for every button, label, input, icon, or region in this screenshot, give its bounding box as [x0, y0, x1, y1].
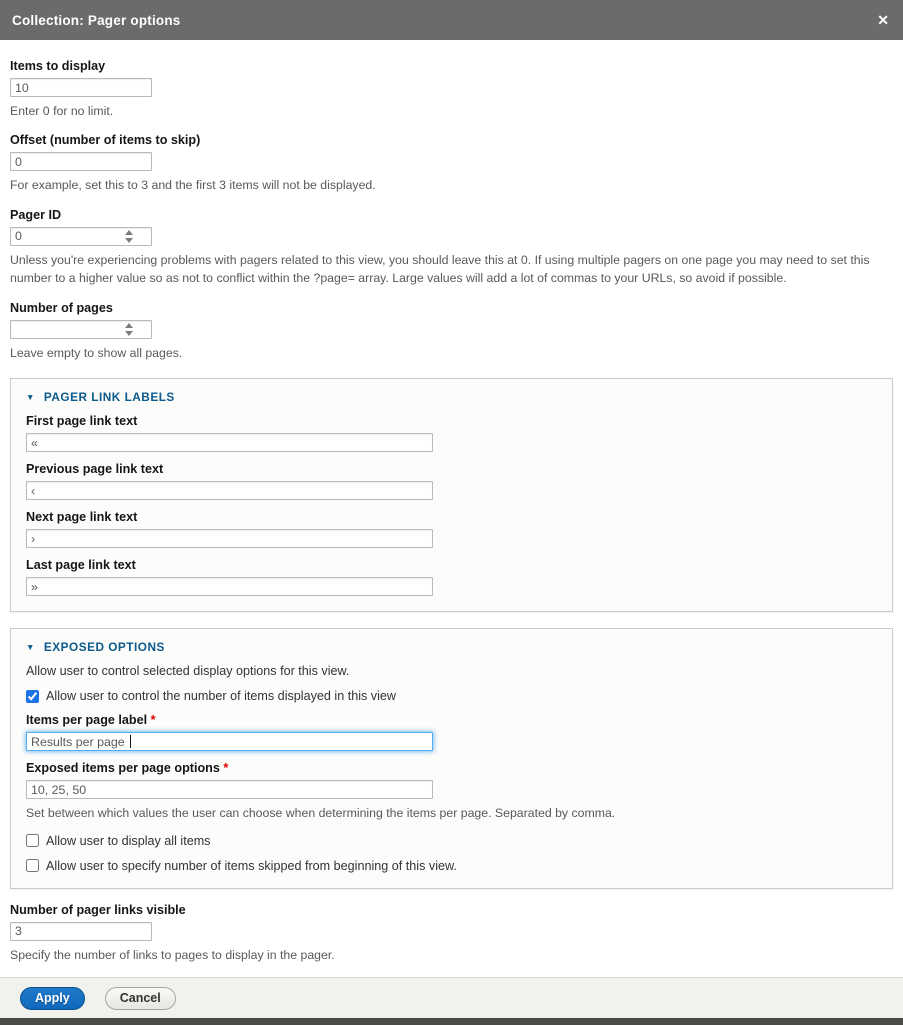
- number-spinner-icon[interactable]: [124, 230, 134, 243]
- previous-page-link-input[interactable]: [26, 481, 433, 500]
- pager-link-labels-legend-text: PAGER LINK LABELS: [43, 390, 175, 405]
- skip-items-checkbox[interactable]: [26, 859, 39, 872]
- items-to-display-input[interactable]: [10, 78, 152, 97]
- items-per-page-label-label: Items per page label *: [26, 713, 156, 728]
- required-marker: *: [223, 761, 229, 776]
- items-to-display-help: Enter 0 for no limit.: [10, 104, 114, 118]
- display-all-checkbox[interactable]: [26, 834, 39, 847]
- control-items-checkbox-row: [26, 689, 877, 703]
- display-all-checkbox-label[interactable]: Allow user to display all items: [46, 833, 211, 848]
- exposed-options-intro: Allow user to control selected display options for this view.: [26, 664, 350, 679]
- exposed-items-options-input[interactable]: [26, 780, 433, 799]
- previous-page-link-label: Previous page link text: [26, 462, 164, 477]
- items-to-display-label: Items to display: [10, 59, 106, 73]
- pager-id-help: Unless you're experiencing problems with pagers related to this view, you should leave this at 0. If using multiple pagers on one page you may need to set this number to a higher value so as not to conflict within the ?page= array. Large values will add a lot of commas to your URLs, so avoid if possible.: [10, 252, 870, 286]
- pager-links-visible-label: Number of pager links visible: [10, 902, 186, 917]
- next-page-link-input[interactable]: [26, 529, 433, 548]
- items-per-page-label-input[interactable]: [26, 732, 433, 751]
- number-of-pages-label: Number of pages: [10, 300, 113, 315]
- last-page-link-field: [26, 558, 877, 596]
- items-to-display-field: [10, 59, 893, 120]
- dialog-footer: [0, 977, 903, 1018]
- exposed-items-options-field: [26, 761, 877, 822]
- number-of-pages-help: Leave empty to show all pages.: [10, 345, 183, 360]
- last-page-link-input[interactable]: [26, 577, 433, 596]
- exposed-options-fieldset: [10, 628, 893, 888]
- display-all-checkbox-row: [26, 834, 877, 848]
- items-per-page-label-field: [26, 713, 877, 751]
- last-page-link-label: Last page link text: [26, 558, 136, 573]
- offset-input[interactable]: [10, 152, 152, 171]
- pager-link-labels-legend[interactable]: [26, 390, 877, 404]
- pager-link-labels-fieldset: [10, 378, 893, 612]
- dialog-title: Collection: Pager options: [12, 12, 181, 28]
- dialog-content: [0, 40, 903, 977]
- number-of-pages-field: [10, 301, 893, 362]
- offset-field: [10, 133, 893, 194]
- first-page-link-field: [26, 414, 877, 452]
- exposed-options-legend-text: EXPOSED OPTIONS: [43, 640, 165, 655]
- offset-help: For example, set this to 3 and the first 3 items will not be displayed.: [10, 178, 376, 193]
- skip-items-checkbox-label[interactable]: Allow user to specify number of items skipped from beginning of this view.: [46, 858, 457, 873]
- required-marker: *: [150, 713, 156, 728]
- pager-id-field: [10, 208, 893, 288]
- apply-button[interactable]: Apply: [20, 987, 85, 1010]
- chevron-down-icon: ▼: [26, 641, 35, 652]
- exposed-items-options-label: Exposed items per page options *: [26, 761, 229, 776]
- pager-links-visible-field: [10, 903, 893, 964]
- next-page-link-label: Next page link text: [26, 510, 138, 525]
- exposed-items-options-help: Set between which values the user can choose when determining the items per page. Separated by comma.: [26, 806, 616, 821]
- next-page-link-field: [26, 510, 877, 548]
- control-items-checkbox[interactable]: [26, 690, 39, 703]
- text-cursor: [130, 735, 131, 748]
- close-icon[interactable]: ✕: [877, 12, 889, 28]
- number-spinner-icon[interactable]: [124, 323, 134, 336]
- pager-links-visible-input[interactable]: [10, 922, 152, 941]
- chevron-down-icon: ▼: [26, 391, 35, 402]
- skip-items-checkbox-row: [26, 859, 877, 873]
- dialog-titlebar: [0, 0, 903, 40]
- page-background-strip: [0, 1018, 903, 1025]
- exposed-options-legend[interactable]: [26, 640, 877, 654]
- first-page-link-label: First page link text: [26, 414, 138, 429]
- pager-id-label: Pager ID: [10, 207, 62, 222]
- previous-page-link-field: [26, 462, 877, 500]
- cancel-button[interactable]: Cancel: [105, 987, 176, 1010]
- offset-label: Offset (number of items to skip): [10, 133, 201, 148]
- pager-links-visible-help: Specify the number of links to pages to display in the pager.: [10, 947, 335, 962]
- first-page-link-input[interactable]: [26, 433, 433, 452]
- control-items-checkbox-label[interactable]: Allow user to control the number of items displayed in this view: [46, 689, 396, 704]
